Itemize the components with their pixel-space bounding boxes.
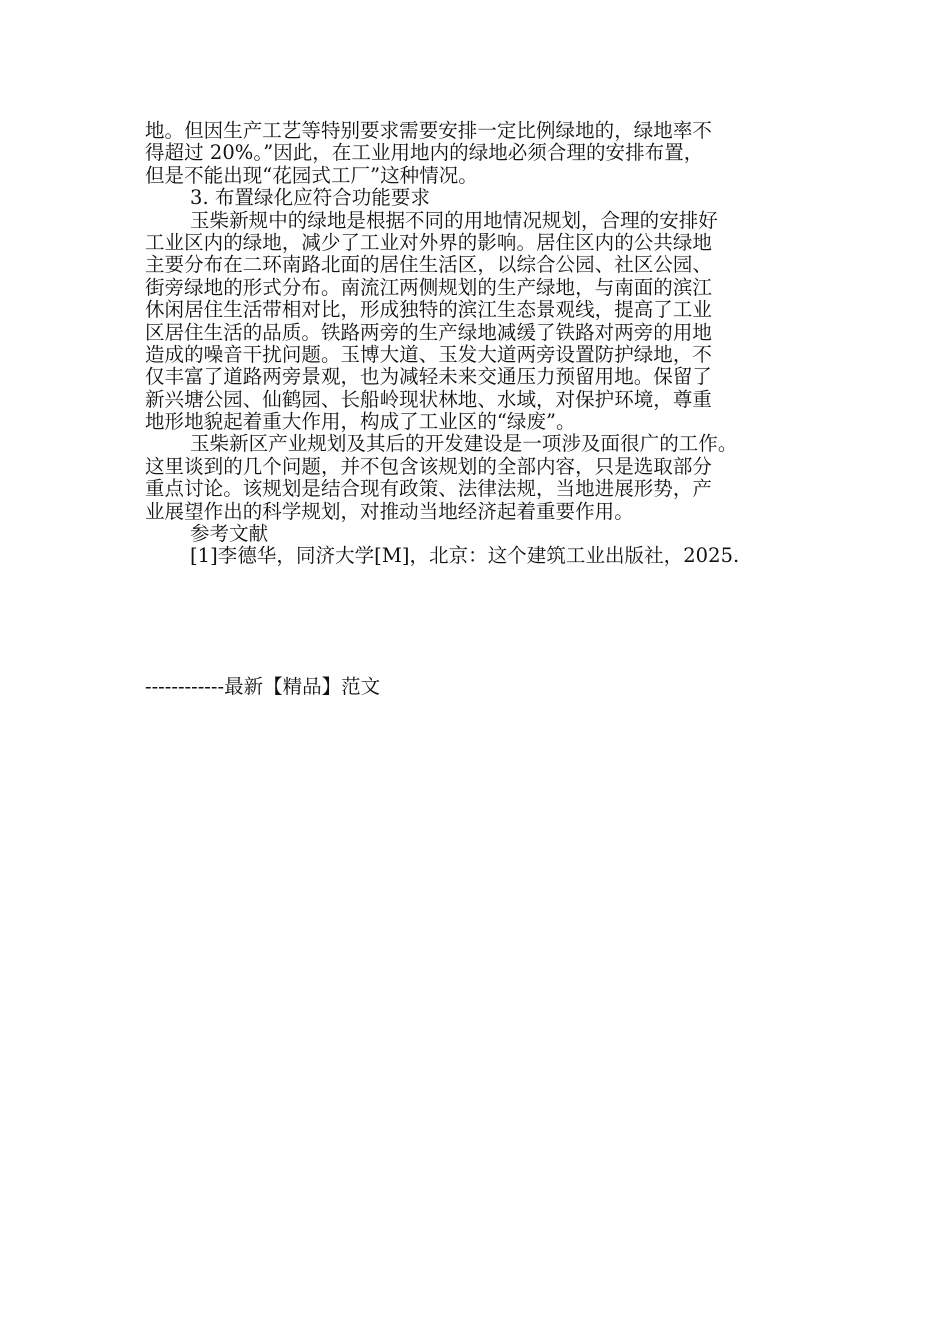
footer-text: ------------最新【精品】范文 — [145, 675, 381, 698]
reference-item: [1]李德华，同济大学[M]，北京：这个建筑工业出版社，2025. — [190, 544, 740, 568]
paragraph-line: 得超过 20%。”因此，在工业用地内的绿地必须合理的安排布置， — [145, 141, 704, 165]
paragraph-line: 休闲居住生活带相对比，形成独特的滨江生态景观线，提高了工业 — [145, 298, 712, 322]
paragraph-line: 街旁绿地的形式分布。南流江两侧规划的生产绿地，与南面的滨江 — [145, 275, 712, 299]
paragraph-line: 玉柴新区产业规划及其后的开发建设是一项涉及面很广的工作。 — [190, 432, 738, 456]
paragraph-line: 重点讨论。该规划是结合现有政策、法律法规，当地进展形势，产 — [145, 477, 712, 501]
paragraph-line: 业展望作出的科学规划，对推动当地经济起着重要作用。 — [145, 499, 634, 523]
paragraph-line: 仅丰富了道路两旁景观，也为减轻未来交通压力预留用地。保留了 — [145, 365, 712, 389]
paragraph-line: 新兴塘公园、仙鹤园、长船岭现状林地、水域，对保护环境，尊重 — [145, 387, 712, 411]
paragraph-line: 地。但因生产工艺等特别要求需要安排一定比例绿地的，绿地率不 — [145, 119, 712, 142]
paragraph-line: 玉柴新规中的绿地是根据不同的用地情况规划，合理的安排好 — [190, 208, 718, 232]
paragraph-line: 造成的噪音干扰问题。玉博大道、玉发大道两旁设置防护绿地，不 — [145, 342, 712, 366]
references-heading: 参考文献 — [190, 522, 269, 546]
paragraph-line: 这里谈到的几个问题，并不包含该规划的全部内容，只是选取部分 — [145, 454, 712, 478]
paragraph-line: 地形地貌起着重大作用，构成了工业区的“绿废”。 — [145, 410, 576, 434]
paragraph-line: 主要分布在二环南路北面的居住生活区，以综合公园、社区公园、 — [145, 253, 712, 277]
section-heading: 3. 布置绿化应符合功能要求 — [190, 186, 431, 210]
paragraph-line: 工业区内的绿地，减少了工业对外界的影响。居住区内的公共绿地 — [145, 230, 712, 254]
paragraph-line: 区居住生活的品质。铁路两旁的生产绿地减缓了铁路对两旁的用地 — [145, 320, 712, 344]
document-body — [145, 120, 810, 568]
paragraph-line: 但是不能出现“花园式工厂”这种情况。 — [145, 163, 478, 187]
